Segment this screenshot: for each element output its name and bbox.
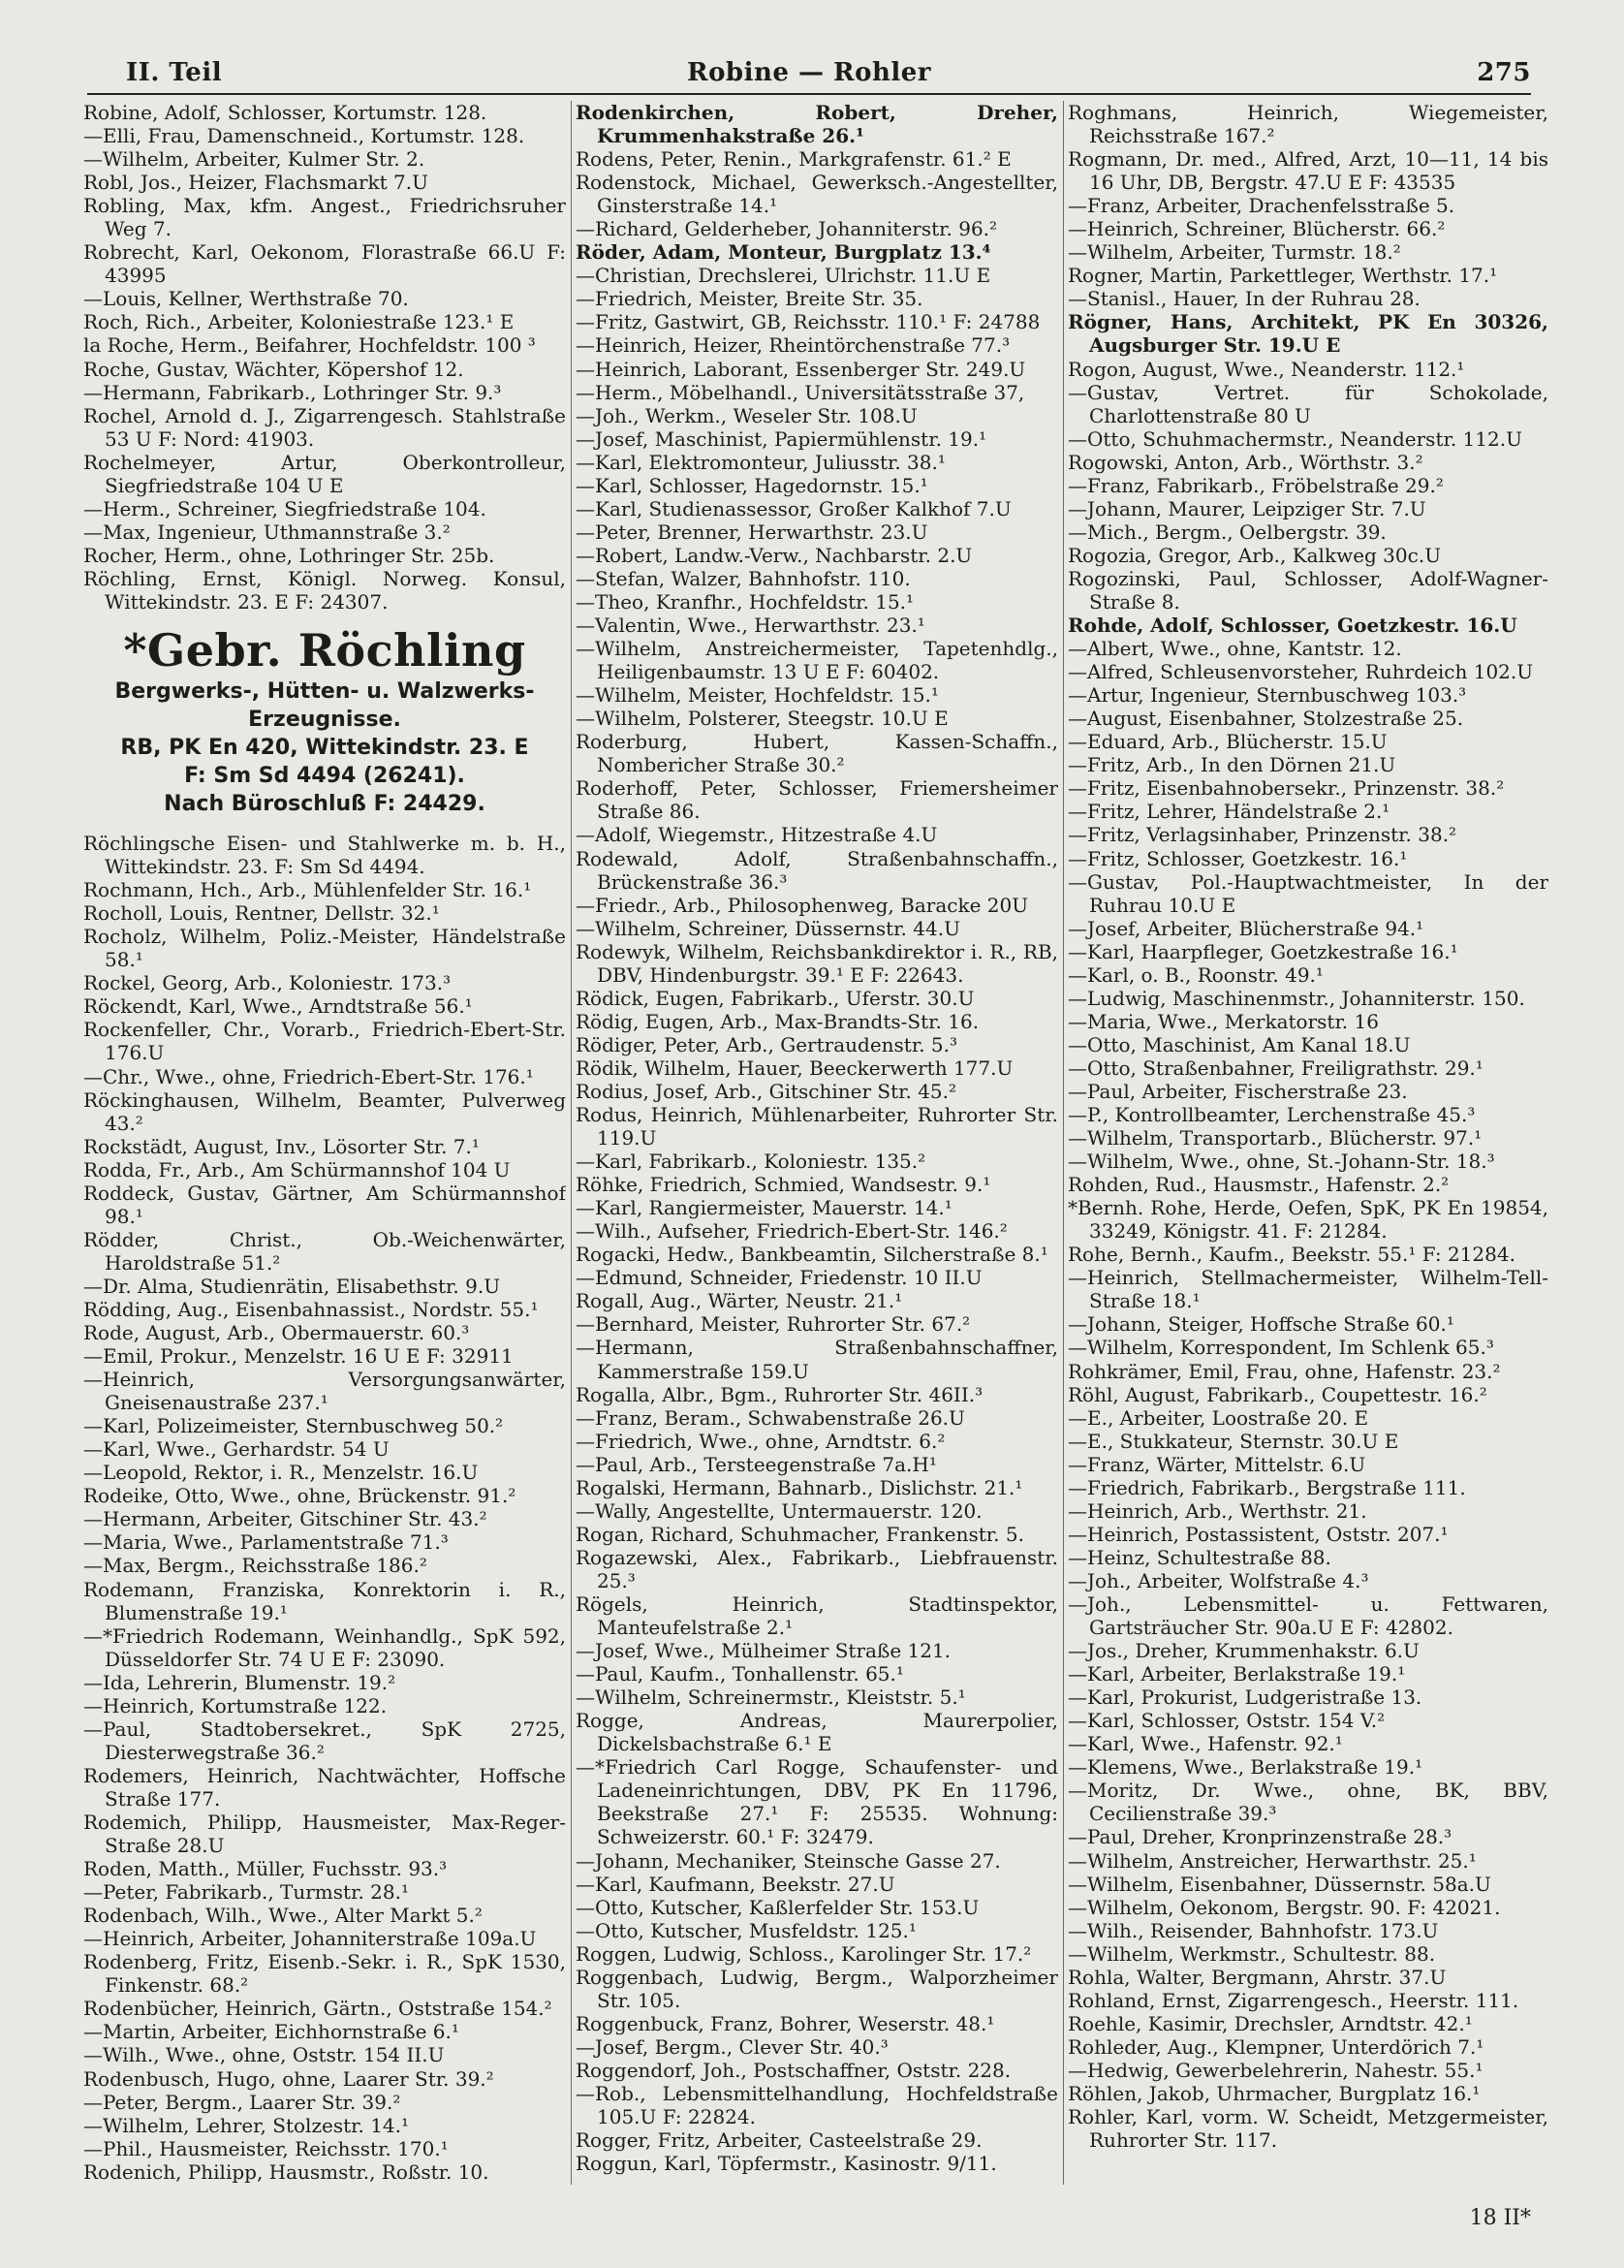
directory-entry: Rodenstock, Michael, Gewerksch.-Angestellter, Ginsterstraße 14.¹ <box>576 171 1058 218</box>
directory-entry: —Heinrich, Kortumstraße 122. <box>83 1693 388 1717</box>
directory-entry: —Karl, Schlosser, Oststr. 154 V.² <box>1068 1709 1386 1733</box>
directory-entry: —Louis, Kellner, Werthstraße 70. <box>83 287 409 311</box>
directory-entry: Rodenbach, Wilh., Wwe., Alter Markt 5.² <box>83 1904 483 1928</box>
ad-line: Nach Büroschluß F: 24429. <box>164 792 485 817</box>
directory-entry: —Martin, Arbeiter, Eichhornstraße 6.¹ <box>83 2020 459 2044</box>
directory-entry: Rocholz, Wilhelm, Poliz.-Meister, Händelstraße 58.¹ <box>83 925 566 972</box>
directory-entry: —Heinrich, Stellmachermeister, Wilhelm-Tell-Straße 18.¹ <box>1068 1266 1548 1313</box>
directory-entry: Roggen, Ludwig, Schloss., Karolinger Str. 17.² <box>576 1941 1032 1966</box>
directory-entry: —Johann, Maurer, Leipziger Str. 7.U <box>1068 496 1426 520</box>
directory-entry: Rödiger, Peter, Arb., Gertraudenstr. 5.³ <box>576 1032 958 1056</box>
page-number: 275 <box>1477 58 1531 87</box>
directory-entry: Röder, Adam, Monteur, Burgplatz 13.⁴ <box>576 240 991 265</box>
directory-entry: Rockenfeller, Chr., Vorarb., Friedrich-Ebert-Str. 176.U <box>83 1018 566 1065</box>
advertisement-roechling <box>83 623 566 818</box>
entry-list <box>1068 101 1548 2152</box>
directory-entry: Rockel, Georg, Arb., Koloniestr. 173.³ <box>83 971 452 995</box>
directory-entry: —Karl, Kaufmann, Beekstr. 27.U <box>576 1872 895 1896</box>
directory-entry: —Wilhelm, Wwe., ohne, St.-Johann-Str. 18.³ <box>1068 1150 1495 1174</box>
header-name-range: Robine — Rohler <box>686 58 932 87</box>
directory-entry: Röckinghausen, Wilhelm, Beamter, Pulverweg 43.² <box>83 1087 566 1135</box>
directory-entry: Rogger, Fritz, Arbeiter, Casteelstraße 29. <box>576 2128 983 2153</box>
directory-entry: —Paul, Arbeiter, Fischerstraße 23. <box>1068 1079 1408 1103</box>
directory-entry: —Dr. Alma, Studienrätin, Elisabethstr. 9.U <box>83 1274 501 1298</box>
directory-entry: —Adolf, Wiegemstr., Hitzestraße 4.U <box>576 823 938 847</box>
directory-entry: Rohler, Karl, vorm. W. Scheidt, Metzgermeister, Ruhrorter Str. 117. <box>1068 2105 1548 2153</box>
directory-entry: —Valentin, Wwe., Herwarthstr. 23.¹ <box>576 614 925 638</box>
directory-entry: Rodens, Peter, Renin., Markgrafenstr. 61.² E <box>576 147 1012 172</box>
directory-entry: —Heinrich, Versorgungsanwärter, Gneisenaustraße 237.¹ <box>83 1368 566 1415</box>
directory-entry: —Wilhelm, Schreiner, Düssernstr. 44.U <box>576 916 960 940</box>
ad-line: RB, PK En 420, Wittekindstr. 23. E <box>120 736 529 761</box>
directory-entry: Roghmans, Heinrich, Wiegemeister, Reichsstraße 167.² <box>1068 101 1548 148</box>
directory-entry: —Heinrich, Schreiner, Blücherstr. 66.² <box>1068 217 1446 241</box>
directory-entry: Roehle, Kasimir, Drechsler, Arndtstr. 42.¹ <box>1068 2011 1473 2035</box>
directory-entry: Rogalski, Hermann, Bahnarb., Dislichstr. 21.¹ <box>576 1475 1023 1499</box>
directory-entry: —E., Stukkateur, Sternstr. 30.U E <box>1068 1429 1399 1453</box>
directory-entry: —Karl, Wwe., Hafenstr. 92.¹ <box>1068 1732 1343 1756</box>
directory-entry: —Paul, Dreher, Kronprinzenstraße 28.³ <box>1068 1825 1452 1849</box>
directory-entry: Rodemich, Philipp, Hausmeister, Max-Reger-Straße 28.U <box>83 1811 566 1858</box>
directory-entry: Röhl, August, Fabrikarb., Coupettestr. 16.² <box>1068 1382 1487 1406</box>
directory-entry: —Heinrich, Heizer, Rheintörchenstraße 77.³ <box>576 333 1011 358</box>
directory-entry: Rodenbücher, Heinrich, Gärtn., Oststraße 154.² <box>83 1997 552 2021</box>
directory-entry: Rodda, Fr., Arb., Am Schürmannshof 104 U <box>83 1157 511 1181</box>
directory-entry: —Heinrich, Laborant, Essenberger Str. 249.U <box>576 357 1026 381</box>
directory-entry: —Karl, Schlosser, Hagedornstr. 15.¹ <box>576 473 928 497</box>
directory-entry: Robine, Adolf, Schlosser, Kortumstr. 128. <box>83 101 487 124</box>
directory-entry: Robrecht, Karl, Oekonom, Florastraße 66.U F: 43995 <box>83 240 566 288</box>
directory-entry: Rodenich, Philipp, Hausmstr., Roßstr. 10. <box>83 2159 489 2184</box>
directory-entry: —*Friedrich Carl Rogge, Schaufenster- und Ladeneinrichtungen, DBV, PK En 11796, Beekstraße 27.¹ F: 25535. Wohnung: Schweizerstr. 60.¹ F: 32479. <box>576 1755 1058 1849</box>
directory-entry: —Maria, Wwe., Merkatorstr. 16 <box>1068 1009 1379 1033</box>
ad-company-name: *Gebr. Röchling <box>123 624 526 677</box>
directory-entry: —Franz, Arbeiter, Drachenfelsstraße 5. <box>1068 194 1455 218</box>
directory-entry: —Mich., Bergm., Oelbergstr. 39. <box>1068 520 1387 544</box>
ad-line: F: Sm Sd 4494 (26241). <box>184 764 465 789</box>
directory-entry: —Peter, Fabrikarb., Turmstr. 28.¹ <box>83 1880 409 1905</box>
directory-entry: —Otto, Kutscher, Kaßlerfelder Str. 153.U <box>576 1895 980 1919</box>
directory-entry: Robling, Max, kfm. Angest., Friedrichsruher Weg 7. <box>83 194 566 241</box>
directory-entry: —Wilhelm, Arbeiter, Turmstr. 18.² <box>1068 240 1401 265</box>
directory-entry: Rodemers, Heinrich, Nachtwächter, Hoffsche Straße 177. <box>83 1763 566 1811</box>
directory-entry: —Herm., Schreiner, Siegfriedstraße 104. <box>83 496 486 520</box>
directory-entry: Röhke, Friedrich, Schmied, Wandsestr. 9.¹ <box>576 1173 991 1197</box>
header-part: II. Teil <box>126 58 223 87</box>
directory-entry: Röchlingsche Eisen- und Stahlwerke m. b. H., Wittekindstr. 23. F: Sm Sd 4494. <box>83 832 566 879</box>
directory-entry: Rochel, Arnold d. J., Zigarrengesch. Stahlstraße 53 U F: Nord: 41903. <box>83 403 566 451</box>
directory-entry: —Max, Ingenieur, Uthmannstraße 3.² <box>83 520 451 544</box>
directory-entry: Rodewyk, Wilhelm, Reichsbankdirektor i. R., RB, DBV, Hindenburgstr. 39.¹ E F: 22643. <box>576 939 1058 987</box>
directory-entry: Rogner, Martin, Parkettleger, Werthstr. 17.¹ <box>1068 264 1498 288</box>
directory-entry: —Karl, Polizeimeister, Sternbuschweg 50.² <box>83 1414 504 1438</box>
directory-entry: Rogon, August, Wwe., Neanderstr. 112.¹ <box>1068 357 1465 381</box>
directory-entry: —Karl, Studienassessor, Großer Kalkhof 7.U <box>576 496 1012 520</box>
directory-entry: —Wilhelm, Meister, Hochfeldstr. 15.¹ <box>576 683 939 708</box>
directory-entry: Roch, Rich., Arbeiter, Koloniestraße 123.¹ E <box>83 310 515 334</box>
directory-entry: Rodeike, Otto, Wwe., ohne, Brückenstr. 91.² <box>83 1484 516 1508</box>
directory-entry: Roggendorf, Joh., Postschaffner, Oststr. 228. <box>576 2058 1012 2082</box>
directory-entry: Roden, Matth., Müller, Fuchsstr. 93.³ <box>83 1857 448 1881</box>
directory-entry: Rödik, Wilhelm, Hauer, Beeckerwerth 177.U <box>576 1055 1014 1080</box>
directory-entry: —Karl, Wwe., Gerhardstr. 54 U <box>83 1437 390 1462</box>
directory-entry: —Fritz, Schlosser, Goetzkestr. 16.¹ <box>1068 846 1408 870</box>
directory-entry: Rocholl, Louis, Rentner, Dellstr. 32.¹ <box>83 901 440 926</box>
directory-entry: Röhlen, Jakob, Uhrmacher, Burgplatz 16.¹ <box>1068 2081 1481 2105</box>
directory-entry: —Phil., Hausmeister, Reichsstr. 170.¹ <box>83 2136 449 2160</box>
directory-entry: Roderhoff, Peter, Schlosser, Friemersheimer Straße 86. <box>576 776 1058 824</box>
directory-entry: Rogmann, Dr. med., Alfred, Arzt, 10—11, 14 bis 16 Uhr, DB, Bergstr. 47.U E F: 43535 <box>1068 147 1548 195</box>
directory-entry: Rodenkirchen, Robert, Dreher, Krummenhakstraße 26.¹ <box>576 101 1058 148</box>
directory-entry: Röchling, Ernst, Königl. Norweg. Konsul, Wittekindstr. 23. E F: 24307. <box>83 566 566 614</box>
directory-entry: —Elli, Frau, Damenschneid., Kortumstr. 128. <box>83 124 525 148</box>
directory-entry: —Hermann, Arbeiter, Gitschiner Str. 43.² <box>83 1507 487 1531</box>
directory-entry: —Fritz, Eisenbahnobersekr., Prinzenstr. 38.² <box>1068 776 1505 801</box>
directory-entry: —Josef, Maschinist, Papiermühlenstr. 19.¹ <box>576 426 987 451</box>
directory-entry: —Wilhelm, Korrespondent, Im Schlenk 65.³ <box>1068 1336 1494 1360</box>
column-2 <box>576 101 1058 2185</box>
directory-entry: —Joh., Werkm., Weseler Str. 108.U <box>576 403 918 427</box>
directory-entry: —Otto, Maschinist, Am Kanal 18.U <box>1068 1032 1411 1056</box>
directory-entry: —Fritz, Verlagsinhaber, Prinzenstr. 38.² <box>1068 823 1457 847</box>
directory-entry: —Johann, Mechaniker, Steinsche Gasse 27. <box>576 1848 1001 1873</box>
directory-entry: Rögner, Hans, Architekt, PK En 30326, Augsburger Str. 19.U E <box>1068 310 1548 358</box>
directory-entry: —Wilh., Aufseher, Friedrich-Ebert-Str. 146.² <box>576 1219 1008 1244</box>
directory-entry: —Wilhelm, Anstreichermeister, Tapetenhdlg., Heiligenbaumstr. 13 U E F: 60402. <box>576 637 1058 684</box>
directory-entry: —Theo, Kranfhr., Hochfeldstr. 15.¹ <box>576 589 915 614</box>
directory-entry: —Eduard, Arb., Blücherstr. 15.U <box>1068 730 1388 754</box>
directory-entry: Roggenbach, Ludwig, Bergm., Walporzheimer Str. 105. <box>576 1965 1058 2012</box>
directory-entry: Rohla, Walter, Bergmann, Ahrstr. 37.U <box>1068 1965 1447 1989</box>
directory-entry: Rogacki, Hedw., Bankbeamtin, Silcherstraße 8.¹ <box>576 1243 1048 1267</box>
directory-entry: —Robert, Landw.-Verw., Nachbarstr. 2.U <box>576 543 973 567</box>
column-3 <box>1068 101 1548 2185</box>
directory-entry: Roggenbuck, Franz, Bohrer, Weserstr. 48.¹ <box>576 2011 995 2035</box>
directory-entry: Rohden, Rud., Hausmstr., Hafenstr. 2.² <box>1068 1173 1450 1197</box>
directory-entry: —Edmund, Schneider, Friedenstr. 10 II.U <box>576 1266 983 1290</box>
directory-entry: Rogozinski, Paul, Schlosser, Adolf-Wagner-Straße 8. <box>1068 566 1548 614</box>
directory-entry: —Paul, Kaufm., Tonhallenstr. 65.¹ <box>576 1662 904 1686</box>
directory-entry: —P., Kontrollbeamter, Lerchenstraße 45.³ <box>1068 1103 1476 1127</box>
directory-entry: —Klemens, Wwe., Berlakstraße 19.¹ <box>1068 1755 1423 1780</box>
directory-entry: —Heinrich, Postassistent, Oststr. 207.¹ <box>1068 1522 1449 1546</box>
directory-entry: —Max, Bergm., Reichsstraße 186.² <box>83 1554 427 1578</box>
directory-entry: Rodenbusch, Hugo, ohne, Laarer Str. 39.² <box>83 2066 494 2091</box>
directory-entry: —Hedwig, Gewerbelehrerin, Nahestr. 55.¹ <box>1068 2058 1483 2082</box>
directory-entry: —Heinrich, Arbeiter, Johanniterstraße 109a.U <box>83 1927 537 1951</box>
directory-entry: Roche, Gustav, Wächter, Köpershof 12. <box>83 357 464 381</box>
directory-entry: Rogalla, Albr., Bgm., Ruhrorter Str. 46II.³ <box>576 1382 984 1406</box>
directory-entry: Rode, August, Arb., Obermauerstr. 60.³ <box>83 1321 470 1345</box>
directory-entry: —Josef, Wwe., Mülheimer Straße 121. <box>576 1639 952 1663</box>
directory-entry: —Johann, Steiger, Hoffsche Straße 60.¹ <box>1068 1312 1454 1337</box>
directory-entry: —Moritz, Dr. Wwe., ohne, BK, BBV, Cecilienstraße 39.³ <box>1068 1779 1548 1826</box>
directory-entry: Rodius, Josef, Arb., Gitschiner Str. 45.² <box>576 1079 957 1103</box>
directory-entry: —Joh., Lebensmittel- u. Fettwaren, Gartsträucher Str. 90a.U E F: 42802. <box>1068 1592 1548 1640</box>
directory-entry: —Friedrich, Fabrikarb., Bergstraße 111. <box>1068 1475 1466 1499</box>
directory-entry: —Otto, Straßenbahner, Freiligrathstr. 29.¹ <box>1068 1055 1483 1080</box>
directory-entry: Rogazewski, Alex., Fabrikarb., Liebfrauenstr. 25.³ <box>576 1545 1058 1592</box>
directory-entry: Rohde, Adolf, Schlosser, Goetzkestr. 16.U <box>1068 614 1517 638</box>
directory-entry: —Alfred, Schleusenvorsteher, Ruhrdeich 102.U <box>1068 660 1534 684</box>
directory-entry: —Karl, Prokurist, Ludgeristraße 13. <box>1068 1685 1422 1710</box>
directory-entry: —Karl, o. B., Roonstr. 49.¹ <box>1068 962 1324 987</box>
ad-line: Erzeugnisse. <box>248 708 401 733</box>
directory-entry: —Wilh., Reisender, Bahnhofstr. 173.U <box>1068 1918 1439 1942</box>
directory-entry: Rödder, Christ., Ob.-Weichenwärter, Haroldstraße 51.² <box>83 1227 566 1275</box>
page-footer: 18 II* <box>1469 2206 1531 2230</box>
page-header <box>87 54 1531 95</box>
directory-entry: —Emil, Prokur., Menzelstr. 16 U E F: 32911 <box>83 1344 514 1369</box>
directory-entry: —Fritz, Arb., In den Dörnen 21.U <box>1068 753 1396 777</box>
directory-entry: —Wilhelm, Lehrer, Stolzestr. 14.¹ <box>83 2113 410 2137</box>
column-1 <box>83 101 566 2185</box>
directory-entry: —Wilhelm, Schreinermstr., Kleiststr. 5.¹ <box>576 1685 966 1710</box>
directory-entry: —Ludwig, Maschinenmstr., Johanniterstr. 150. <box>1068 986 1525 1010</box>
directory-entry: —Fritz, Lehrer, Händelstraße 2.¹ <box>1068 800 1390 824</box>
directory-entry: —August, Eisenbahner, Stolzestraße 25. <box>1068 707 1464 731</box>
directory-entry: —Joh., Arbeiter, Wolfstraße 4.³ <box>1068 1568 1369 1592</box>
directory-entry: —Paul, Arb., Tersteegenstraße 7a.H¹ <box>576 1452 937 1476</box>
directory-entry: —Wilhelm, Eisenbahner, Düssernstr. 58a.U <box>1068 1872 1491 1896</box>
entry-list <box>83 832 566 2184</box>
directory-entry: Robl, Jos., Heizer, Flachsmarkt 7.U <box>83 171 428 195</box>
directory-entry: —Hermann, Straßenbahnschaffner, Kammerstraße 159.U <box>576 1336 1058 1383</box>
directory-entry: Rögels, Heinrich, Stadtinspektor, Manteufelstraße 2.¹ <box>576 1592 1058 1640</box>
directory-entry: Rogall, Aug., Wärter, Neustr. 21.¹ <box>576 1289 903 1313</box>
directory-entry: Rohleder, Aug., Klempner, Unterdörich 7.¹ <box>1068 2034 1484 2059</box>
directory-entry: —Peter, Bergm., Laarer Str. 39.² <box>83 2090 401 2114</box>
directory-entry: —Maria, Wwe., Parlamentstraße 71.³ <box>83 1530 449 1555</box>
directory-entry: —Wilh., Wwe., ohne, Oststr. 154 II.U <box>83 2043 445 2067</box>
column-divider <box>571 101 572 2185</box>
directory-entry: —Stefan, Walzer, Bahnhofstr. 110. <box>576 566 911 590</box>
directory-entry: *Bernh. Rohe, Herde, Oefen, SpK, PK En 19854, 33249, Königstr. 41. F: 21284. <box>1068 1196 1548 1244</box>
directory-entry: —Leopold, Rektor, i. R., Menzelstr. 16.U <box>83 1461 479 1485</box>
directory-entry: —Friedrich, Meister, Breite Str. 35. <box>576 287 923 311</box>
ad-line: Bergwerks-, Hütten- u. Walzwerks- <box>114 679 535 705</box>
directory-entry: —E., Arbeiter, Loostraße 20. E <box>1068 1405 1369 1430</box>
directory-entry: Roderburg, Hubert, Kassen-Schaffn., Nombericher Straße 30.² <box>576 730 1058 777</box>
directory-entry: Roggun, Karl, Töpfermstr., Kasinostr. 9/11. <box>576 2152 997 2176</box>
directory-entry: Rogowski, Anton, Arb., Wörthstr. 3.² <box>1068 450 1423 474</box>
directory-entry: —Gustav, Pol.-Hauptwachtmeister, In der Ruhrau 10.U E <box>1068 869 1548 917</box>
directory-entry: —Josef, Bergm., Clever Str. 40.³ <box>576 2034 889 2059</box>
directory-entry: Rohland, Ernst, Zigarrengesch., Heerstr. 111. <box>1068 1988 1519 2012</box>
column-divider <box>1063 101 1064 2185</box>
directory-entry: —Gustav, Vertret. für Schokolade, Charlottenstraße 80 U <box>1068 380 1548 427</box>
directory-entry: —Wilhelm, Polsterer, Steegstr. 10.U E <box>576 707 949 731</box>
directory-entry: —Otto, Kutscher, Musfeldstr. 125.¹ <box>576 1918 917 1942</box>
directory-entry: Rohkrämer, Emil, Frau, ohne, Hafenstr. 23.² <box>1068 1359 1501 1383</box>
directory-entry: Rocher, Herm., ohne, Lothringer Str. 25b. <box>83 543 495 567</box>
directory-entry: —Otto, Schuhmachermstr., Neanderstr. 112.U <box>1068 426 1522 451</box>
directory-entry: —Karl, Elektromonteur, Juliusstr. 38.¹ <box>576 450 946 474</box>
directory-entry: —Heinz, Schultestraße 88. <box>1068 1545 1331 1569</box>
directory-entry: —Franz, Fabrikarb., Fröbelstraße 29.² <box>1068 473 1444 497</box>
directory-entry: Rochmann, Hch., Arb., Mühlenfelder Str. 16.¹ <box>83 878 532 902</box>
directory-entry: —Peter, Brenner, Herwarthstr. 23.U <box>576 520 928 544</box>
directory-entry: —Albert, Wwe., ohne, Kantstr. 12. <box>1068 637 1402 661</box>
directory-entry: —Jos., Dreher, Krummenhakstr. 6.U <box>1068 1639 1420 1663</box>
directory-entry: —Chr., Wwe., ohne, Friedrich-Ebert-Str. 176.¹ <box>83 1064 534 1088</box>
directory-entry: Rogge, Andreas, Maurerpolier, Dickelsbachstraße 6.¹ E <box>576 1709 1058 1756</box>
directory-entry: Rogozia, Gregor, Arb., Kalkweg 30c.U <box>1068 543 1442 567</box>
directory-entry: —Wilhelm, Arbeiter, Kulmer Str. 2. <box>83 147 425 172</box>
directory-entry: Rödding, Aug., Eisenbahnassist., Nordstr. 55.¹ <box>83 1297 539 1321</box>
directory-entry: —Bernhard, Meister, Ruhrorter Str. 67.² <box>576 1312 971 1337</box>
directory-entry: Rogan, Richard, Schuhmacher, Frankenstr. 5. <box>576 1522 1024 1546</box>
directory-entry: Rodemann, Franziska, Konrektorin i. R., Blumenstraße 19.¹ <box>83 1577 566 1624</box>
directory-entry: Rohe, Bernh., Kaufm., Beekstr. 55.¹ F: 21284. <box>1068 1243 1515 1267</box>
entry-list <box>576 101 1058 2175</box>
directory-entry: —Karl, Arbeiter, Berlakstraße 19.¹ <box>1068 1662 1406 1686</box>
directory-entry: —Wilhelm, Werkmstr., Schultestr. 88. <box>1068 1941 1436 1966</box>
directory-entry: —Herm., Möbelhandl., Universitätsstraße 37, <box>576 380 1025 404</box>
directory-entry: —Fritz, Gastwirt, GB, Reichsstr. 110.¹ F: 24788 <box>576 310 1041 334</box>
directory-entry: Rodus, Heinrich, Mühlenarbeiter, Ruhrorter Str. 119.U <box>576 1103 1058 1150</box>
directory-entry: —Josef, Arbeiter, Blücherstraße 94.¹ <box>1068 916 1424 940</box>
directory-entry: Röckendt, Karl, Wwe., Arndtstraße 56.¹ <box>83 994 473 1019</box>
directory-entry: —Wally, Angestellte, Untermauerstr. 120. <box>576 1498 983 1523</box>
directory-entry: —Paul, Stadtobersekret., SpK 2725, Diesterwegstraße 36.² <box>83 1717 566 1764</box>
directory-entry: —Wilhelm, Transportarb., Blücherstr. 97.¹ <box>1068 1126 1483 1150</box>
directory-entry: —Ida, Lehrerin, Blumenstr. 19.² <box>83 1670 396 1694</box>
directory-entry: —Christian, Drechslerei, Ulrichstr. 11.U E <box>576 264 991 288</box>
directory-entry: —Franz, Beram., Schwabenstraße 26.U <box>576 1405 965 1430</box>
directory-entry: —Artur, Ingenieur, Sternbuschweg 103.³ <box>1068 683 1467 708</box>
directory-entry: —Karl, Rangiermeister, Mauerstr. 14.¹ <box>576 1196 953 1220</box>
directory-entry: —Friedrich, Wwe., ohne, Arndtstr. 6.² <box>576 1429 946 1453</box>
directory-entry: —Heinrich, Arb., Werthstr. 21. <box>1068 1498 1367 1523</box>
directory-entry: —*Friedrich Rodemann, Weinhandlg., SpK 592, Düsseldorfer Str. 74 U E F: 23090. <box>83 1623 566 1671</box>
directory-entry: —Stanisl., Hauer, In der Ruhrau 28. <box>1068 287 1421 311</box>
entry-list <box>83 101 566 614</box>
directory-entry: Rockstädt, August, Inv., Lösorter Str. 7.¹ <box>83 1134 480 1158</box>
directory-entry: la Roche, Herm., Beifahrer, Hochfeldstr. 100 ³ <box>83 333 536 358</box>
directory-entry: —Franz, Wärter, Mittelstr. 6.U <box>1068 1452 1366 1476</box>
directory-entry: Rödig, Eugen, Arb., Max-Brandts-Str. 16. <box>576 1009 980 1033</box>
directory-entry: —Hermann, Fabrikarb., Lothringer Str. 9.³ <box>83 380 502 404</box>
directory-entry: —Friedr., Arb., Philosophenweg, Baracke 20U <box>576 893 1029 917</box>
directory-entry: Rödick, Eugen, Fabrikarb., Uferstr. 30.U <box>576 986 975 1010</box>
directory-entry: Rodewald, Adolf, Straßenbahnschaffn., Brückenstraße 36.³ <box>576 846 1058 894</box>
directory-entry: —Wilhelm, Anstreicher, Herwarthstr. 25.¹ <box>1068 1848 1477 1873</box>
directory-entry: —Rob., Lebensmittelhandlung, Hochfeldstraße 105.U F: 22824. <box>576 2081 1058 2129</box>
directory-entry: Roddeck, Gustav, Gärtner, Am Schürmannshof 98.¹ <box>83 1181 566 1228</box>
directory-entry: —Wilhelm, Oekonom, Bergstr. 90. F: 42021. <box>1068 1895 1501 1919</box>
directory-entry: Rodenberg, Fritz, Eisenb.-Sekr. i. R., SpK 1530, Finkenstr. 68.² <box>83 1950 566 1998</box>
directory-entry: —Richard, Gelderheber, Johanniterstr. 96.² <box>576 217 998 241</box>
directory-entry: Rochelmeyer, Artur, Oberkontrolleur, Siegfriedstraße 104 U E <box>83 450 566 497</box>
directory-entry: —Karl, Fabrikarb., Koloniestr. 135.² <box>576 1150 926 1174</box>
directory-entry: —Karl, Haarpfleger, Goetzkestraße 16.¹ <box>1068 939 1458 963</box>
